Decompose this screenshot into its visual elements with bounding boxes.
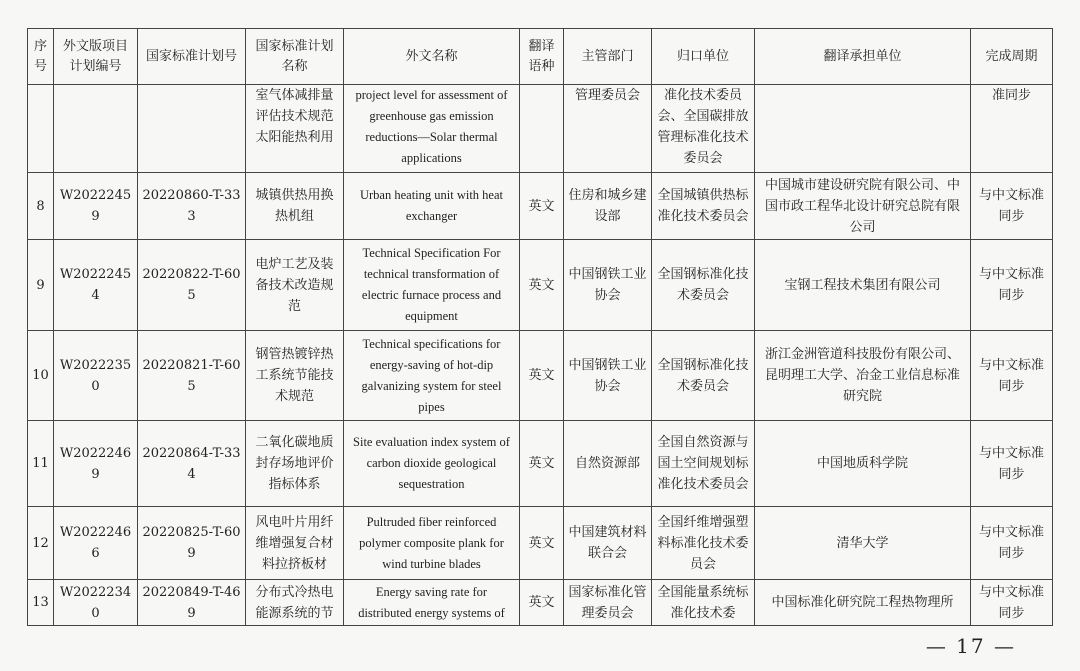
- translation-unit: [755, 85, 971, 173]
- row-number: 12: [28, 507, 54, 580]
- table-row: [28, 85, 1053, 173]
- row-number: 13: [28, 580, 54, 626]
- table-row: [28, 507, 1053, 580]
- responsible-committee: 准化技术委员会、全国碳排放管理标准化技术委员会: [652, 85, 755, 173]
- en-standard-name: Pultruded fiber reinforced polymer composite plank for wind turbine blades: [344, 507, 520, 580]
- header-cell: 外文名称: [344, 29, 520, 85]
- national-plan-number: 20220864-T-334: [138, 421, 246, 507]
- cn-standard-name: 室气体减排量评估技术规范太阳能热利用: [246, 85, 344, 173]
- competent-department: 中国钢铁工业协会: [564, 331, 652, 421]
- completion-period: 与中文标准同步: [971, 507, 1053, 580]
- translation-language: 英文: [520, 507, 564, 580]
- completion-period: 准同步: [971, 85, 1053, 173]
- competent-department: 中国钢铁工业协会: [564, 240, 652, 331]
- cn-standard-name: 城镇供热用换热机组: [246, 173, 344, 240]
- standards-table: [27, 28, 1053, 626]
- responsible-committee: 全国钢标准化技术委员会: [652, 240, 755, 331]
- table-row: [28, 421, 1053, 507]
- translation-language: [520, 85, 564, 173]
- competent-department: 国家标准化管理委员会: [564, 580, 652, 626]
- row-number: 11: [28, 421, 54, 507]
- cn-standard-name: 电炉工艺及装备技术改造规范: [246, 240, 344, 331]
- header-cell: 翻译承担单位: [755, 29, 971, 85]
- cn-standard-name: 风电叶片用纤维增强复合材料拉挤板材: [246, 507, 344, 580]
- cn-standard-name: 二氧化碳地质封存场地评价指标体系: [246, 421, 344, 507]
- header-cell: 主管部门: [564, 29, 652, 85]
- translation-unit: 中国地质科学院: [755, 421, 971, 507]
- completion-period: 与中文标准同步: [971, 580, 1053, 626]
- national-plan-number: 20220825-T-609: [138, 507, 246, 580]
- national-plan-number: 20220860-T-333: [138, 173, 246, 240]
- national-plan-number: 20220849-T-469: [138, 580, 246, 626]
- header-cell: 序号: [28, 29, 54, 85]
- foreign-plan-number: W20222454: [54, 240, 138, 331]
- foreign-plan-number: W20222350: [54, 331, 138, 421]
- table-row: [28, 240, 1053, 331]
- standards-table-page: [27, 28, 1053, 626]
- competent-department: 自然资源部: [564, 421, 652, 507]
- national-plan-number: 20220822-T-605: [138, 240, 246, 331]
- table-row: [28, 580, 1053, 626]
- row-number: 10: [28, 331, 54, 421]
- competent-department: 中国建筑材料联合会: [564, 507, 652, 580]
- en-standard-name: Urban heating unit with heat exchanger: [344, 173, 520, 240]
- responsible-committee: 全国钢标准化技术委员会: [652, 331, 755, 421]
- cn-standard-name: 钢管热镀锌热工系统节能技术规范: [246, 331, 344, 421]
- competent-department: 住房和城乡建设部: [564, 173, 652, 240]
- competent-department: 管理委员会: [564, 85, 652, 173]
- table-header-row: [28, 29, 1053, 85]
- responsible-committee: 全国城镇供热标准化技术委员会: [652, 173, 755, 240]
- table-row: [28, 331, 1053, 421]
- foreign-plan-number: W20222459: [54, 173, 138, 240]
- translation-language: 英文: [520, 173, 564, 240]
- page-number: — 17 —: [925, 634, 1016, 658]
- en-standard-name: project level for assessment of greenhouse gas emission reductions—Solar thermal applications: [344, 85, 520, 173]
- row-number: 9: [28, 240, 54, 331]
- responsible-committee: 全国纤维增强塑料标准化技术委员会: [652, 507, 755, 580]
- translation-unit: 清华大学: [755, 507, 971, 580]
- national-plan-number: [138, 85, 246, 173]
- en-standard-name: Energy saving rate for distributed energy systems of: [344, 580, 520, 626]
- completion-period: 与中文标准同步: [971, 240, 1053, 331]
- row-number: [28, 85, 54, 173]
- completion-period: 与中文标准同步: [971, 331, 1053, 421]
- header-cell: 国家标准计划名称: [246, 29, 344, 85]
- header-cell: 外文版项目计划编号: [54, 29, 138, 85]
- table-row: [28, 173, 1053, 240]
- translation-unit: 浙江金洲管道科技股份有限公司、昆明理工大学、冶金工业信息标准研究院: [755, 331, 971, 421]
- responsible-committee: 全国自然资源与国土空间规划标准化技术委员会: [652, 421, 755, 507]
- row-number: 8: [28, 173, 54, 240]
- foreign-plan-number: W20222466: [54, 507, 138, 580]
- translation-language: 英文: [520, 240, 564, 331]
- translation-language: 英文: [520, 331, 564, 421]
- header-cell: 翻译语种: [520, 29, 564, 85]
- foreign-plan-number: [54, 85, 138, 173]
- cn-standard-name: 分布式冷热电能源系统的节: [246, 580, 344, 626]
- en-standard-name: Site evaluation index system of carbon dioxide geological sequestration: [344, 421, 520, 507]
- completion-period: 与中文标准同步: [971, 421, 1053, 507]
- en-standard-name: Technical specifications for energy-saving of hot-dip galvanizing system for steel pipes: [344, 331, 520, 421]
- translation-language: 英文: [520, 580, 564, 626]
- translation-language: 英文: [520, 421, 564, 507]
- header-cell: 国家标准计划号: [138, 29, 246, 85]
- national-plan-number: 20220821-T-605: [138, 331, 246, 421]
- completion-period: 与中文标准同步: [971, 173, 1053, 240]
- translation-unit: 中国标准化研究院工程热物理所: [755, 580, 971, 626]
- foreign-plan-number: W20222469: [54, 421, 138, 507]
- translation-unit: 宝钢工程技术集团有限公司: [755, 240, 971, 331]
- responsible-committee: 全国能量系统标准化技术委: [652, 580, 755, 626]
- translation-unit: 中国城市建设研究院有限公司、中国市政工程华北设计研究总院有限公司: [755, 173, 971, 240]
- foreign-plan-number: W20222340: [54, 580, 138, 626]
- en-standard-name: Technical Specification For technical transformation of electric furnace process and equipment: [344, 240, 520, 331]
- header-cell: 归口单位: [652, 29, 755, 85]
- header-cell: 完成周期: [971, 29, 1053, 85]
